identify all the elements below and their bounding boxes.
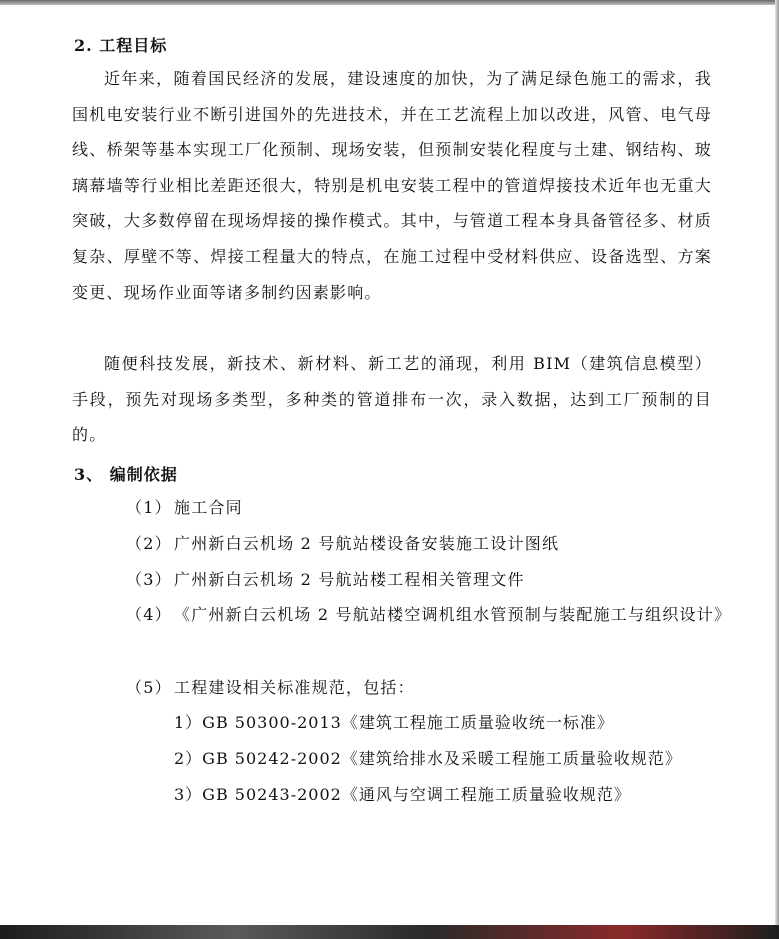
section-3-heading: 3、 编制依据 (74, 465, 178, 484)
bottom-border (0, 925, 779, 939)
reference-item-number: （5） (126, 678, 172, 697)
reference-item-text: 工程建设相关标准规范，包括： (174, 678, 415, 697)
reference-item-number: （4） (126, 605, 172, 624)
section-2-heading: 2. 工程目标 (74, 36, 168, 55)
reference-item-1 (126, 490, 243, 526)
standard-2: 2）GB 50242-2002《建筑给排水及采暖工程施工质量验收规范》 (174, 749, 682, 768)
standard-3: 3）GB 50243-2002《通风与空调工程施工质量验收规范》 (174, 785, 631, 804)
standard-1: 1）GB 50300-2013《建筑工程施工质量验收统一标准》 (174, 713, 614, 732)
reference-item-text: 《广州新白云机场 2 号航站楼空调机组水管预制与装配施工与组织设计》 (174, 605, 732, 624)
reference-item-text: 广州新白云机场 2 号航站楼工程相关管理文件 (174, 570, 525, 589)
reference-item-number: （2） (126, 534, 172, 553)
reference-item-text: 施工合同 (174, 498, 243, 517)
reference-item-2 (126, 526, 559, 562)
reference-item-number: （3） (126, 570, 172, 589)
reference-item-5 (126, 670, 415, 706)
reference-item-text: 广州新白云机场 2 号航站楼设备安装施工设计图纸 (174, 534, 560, 553)
reference-item-number: （1） (126, 498, 172, 517)
section-2-paragraph-1: 近年来，随着国民经济的发展，建设速度的加快，为了满足绿色施工的需求，我国机电安装行业不断引进国外的先进技术，并在工艺流程上加以改进，风管、电气母线、桥架等基本实现工厂化预制、现场安装，但预制安装化程度与土建、钢结构、玻璃幕墙等行业相比差距还很大，特别是机电安装工程中的管道焊接技术近年也无重大突破，大多数停留在现场焊接的操作模式。其中，与管道工程本身具备管径多、材质复杂、厚壁不等、焊接工程量大的特点，在施工过程中受材料供应、设备选型、方案变更、现场作业面等诸多制约因素影响。 (72, 69, 712, 302)
reference-item-3 (126, 562, 525, 598)
section-2-paragraph-2: 随便科技发展，新技术、新材料、新工艺的涌现，利用 BIM（建筑信息模型）手段，预先对现场多类型，多种类的管道排布一次，录入数据，达到工厂预制的目的。 (72, 354, 712, 445)
reference-item-4 (126, 597, 764, 633)
